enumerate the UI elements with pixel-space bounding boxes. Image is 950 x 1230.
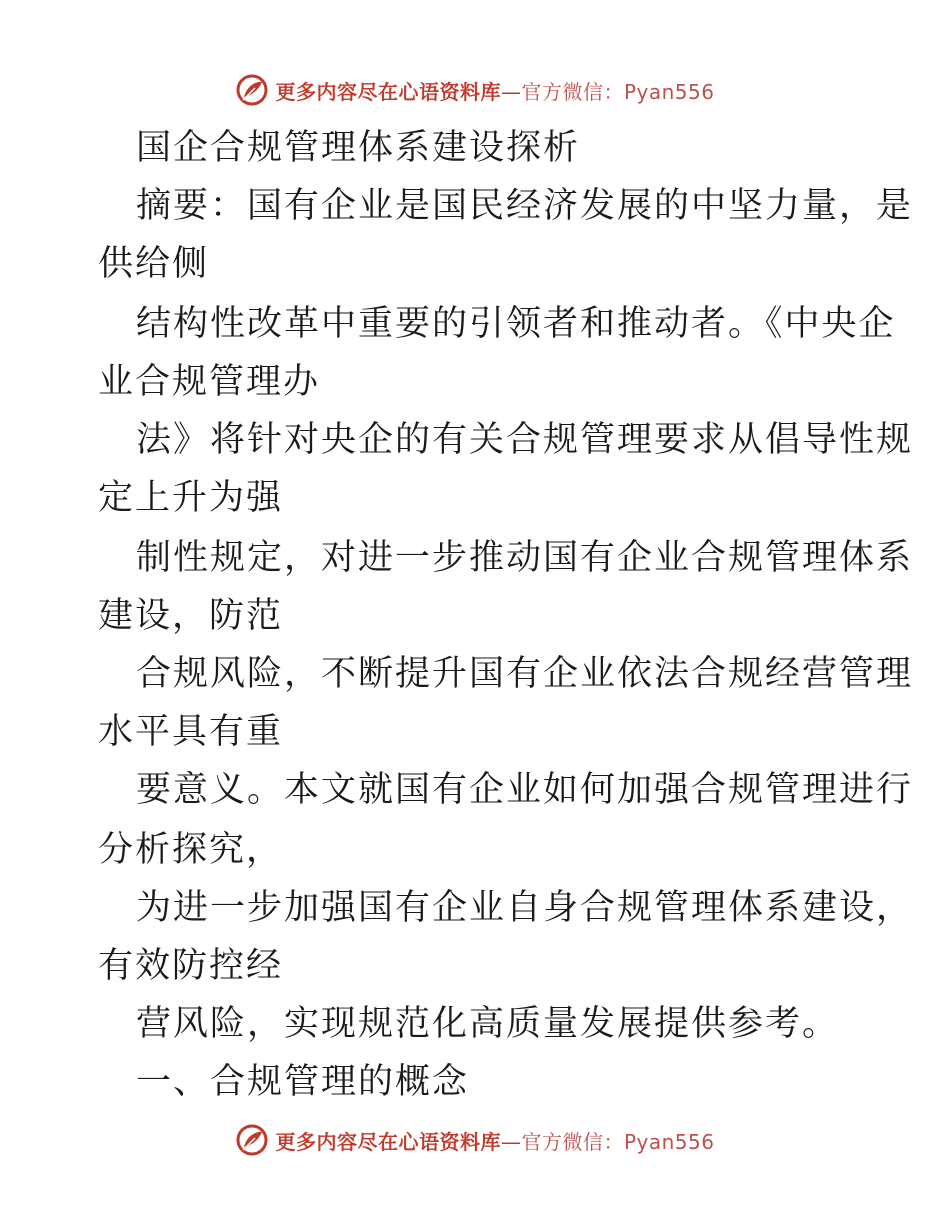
paragraph-line: 供给侧 xyxy=(98,244,210,284)
section-heading: 一、合规管理的概念 xyxy=(136,1062,470,1102)
paragraph-line: 定上升为强 xyxy=(98,478,284,518)
footer-banner xyxy=(0,1120,950,1160)
document-title: 国企合规管理体系建设探析 xyxy=(136,128,581,168)
paragraph-line: 为进一步加强国有企业自身合规管理体系建设， xyxy=(136,888,914,928)
paragraph-line: 摘要：国有企业是国民经济发展的中坚力量，是 xyxy=(136,186,914,226)
paragraph-line: 营风险，实现规范化高质量发展提供参考。 xyxy=(136,1004,840,1044)
banner-text xyxy=(275,1126,714,1155)
banner-separator: — xyxy=(500,79,522,104)
paragraph-line: 有效防控经 xyxy=(98,946,284,986)
paragraph-line: 制性规定，对进一步推动国有企业合规管理体系 xyxy=(136,538,914,578)
paragraph-line: 合规风险，不断提升国有企业依法合规经营管理 xyxy=(136,654,914,694)
banner-brand: 更多内容尽在心语资料库 xyxy=(275,1129,501,1154)
paragraph-line: 业合规管理办 xyxy=(98,362,321,402)
header-banner xyxy=(0,70,950,110)
banner-brand: 更多内容尽在心语资料库 xyxy=(275,79,501,104)
red-leaf-logo-icon xyxy=(235,1123,269,1157)
banner-wechat: 官方微信：Pyan556 xyxy=(521,1129,715,1154)
paragraph-line: 结构性改革中重要的引领者和推动者。《中央企 xyxy=(136,304,896,344)
banner-wechat: 官方微信：Pyan556 xyxy=(521,79,715,104)
paragraph-line: 建设，防范 xyxy=(98,596,284,636)
paragraph-line: 水平具有重 xyxy=(98,712,284,752)
paragraph-line: 分析探究， xyxy=(98,830,284,870)
paragraph-line: 要意义。本文就国有企业如何加强合规管理进行 xyxy=(136,770,914,810)
paragraph-line: 法》将针对央企的有关合规管理要求从倡导性规 xyxy=(136,420,914,460)
banner-separator: — xyxy=(500,1129,522,1154)
banner-text xyxy=(275,76,714,105)
red-leaf-logo-icon xyxy=(235,73,269,107)
